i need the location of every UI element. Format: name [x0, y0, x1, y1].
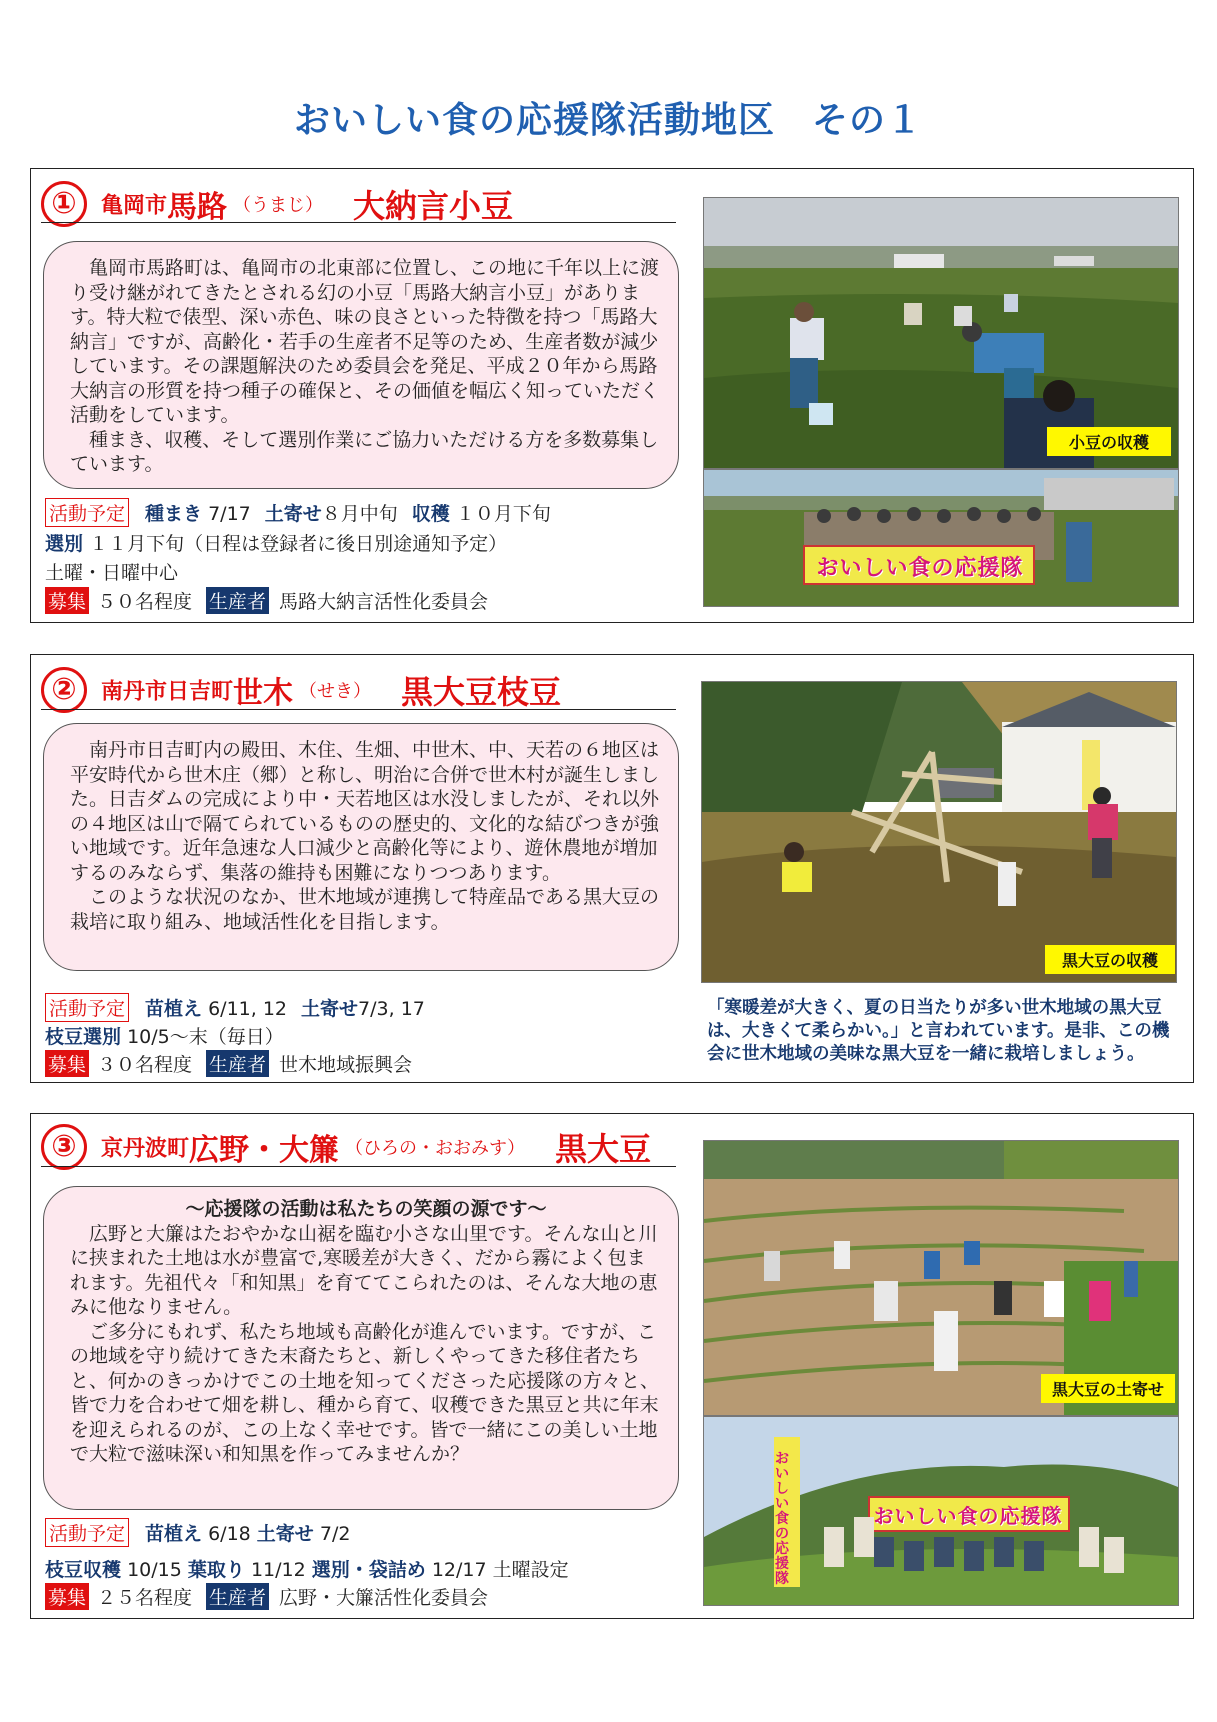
banner-text: おいしい食の応援隊 — [816, 556, 1024, 581]
crop-name: 黒大豆 — [555, 1130, 652, 1168]
schedule-keyword: 葉取り — [187, 1559, 245, 1581]
section-hirono-omisu — [30, 1113, 1194, 1619]
schedule-keyword: 収穫 — [411, 503, 450, 525]
recruit-tag: 募集 — [45, 1050, 89, 1077]
banner-text: おいしい食の応援隊 — [873, 1504, 1063, 1528]
schedule-line — [45, 993, 425, 1022]
city-name: 京丹波町 — [101, 1136, 190, 1162]
description-paragraph: 亀岡市馬路町は、亀岡市の北東部に位置し、この地に千年以上に渡り受け継がれてきたとされる幻の小豆「馬路大納言小豆」があります。特大粒で俵型、深い赤色、味の良さといった特徴を持つ「馬路大納言」ですが、高齢化・若手の生産者不足等のため、生産者数が減少しています。その課題解決のため委員会を発足、平成２０年から馬路大納言の形質を持つ種子の確保と、その価値を幅広く知っていただく活動をしています。 — [70, 257, 660, 426]
producer-tag: 生産者 — [206, 587, 269, 614]
place-reading: （うまじ） — [233, 195, 324, 216]
producer-value: 馬路大納言活性化委員会 — [279, 591, 489, 613]
schedule-date: 7/17 — [208, 503, 251, 525]
description-box — [43, 241, 679, 489]
city-name: 亀岡市 — [101, 193, 168, 219]
heading-underline — [41, 222, 676, 223]
schedule-keyword: 土寄せ — [301, 998, 359, 1020]
schedule-keyword: 選別 — [45, 533, 84, 555]
schedule-keyword: 種まき — [145, 503, 203, 525]
producer-tag: 生産者 — [206, 1583, 269, 1610]
schedule-keyword: 苗植え — [145, 1523, 203, 1545]
description-paragraph: 南丹市日吉町内の殿田、木住、生畑、中世木、中、天若の６地区は平安時代から世木庄（郷）と称し、明治に合併で世木村が誕生しました。日吉ダムの完成により中・天若地区は水没しましたが、それ以外の４地区は山で隔てられているものの歴史的、文化的な結びつきが強い地域です。近年急速な人口減少と高齢化等により、遊休農地が増加するのみならず、集落の維持も困難になりつつあります。 — [70, 739, 660, 884]
schedule-date: 10/15 — [127, 1559, 182, 1581]
section-umaji — [30, 168, 1194, 623]
heading-underline — [41, 1166, 676, 1167]
schedule-line — [45, 558, 178, 585]
section-number: ② — [41, 667, 87, 713]
schedule-keyword: 枝豆選別 — [45, 1026, 122, 1048]
schedule-date: ８月中旬 — [321, 503, 398, 525]
recruit-tag: 募集 — [45, 587, 89, 614]
schedule-tag: 活動予定 — [45, 993, 129, 1022]
recruit-line — [45, 587, 488, 614]
schedule-note: 土曜設定 — [492, 1559, 569, 1581]
crop-name: 黒大豆枝豆 — [401, 673, 562, 711]
city-name: 南丹市日吉町 — [101, 679, 234, 705]
recruit-value: ２５名程度 — [97, 1587, 193, 1609]
photo-caption: 小豆の収穫 — [1047, 427, 1171, 456]
photo-caption: 黒大豆の土寄せ — [1041, 1374, 1175, 1403]
schedule-line — [45, 498, 551, 527]
producer-tag: 生産者 — [206, 1050, 269, 1077]
schedule-note: 土曜・日曜中心 — [45, 562, 179, 584]
schedule-date: 10/5～末（毎日） — [127, 1026, 284, 1048]
description-subtitle: ～応援隊の活動は私たちの笑顔の源です～ — [185, 1198, 547, 1220]
recruit-line — [45, 1583, 488, 1610]
section-number: ① — [41, 181, 87, 227]
section-heading — [41, 667, 561, 713]
place-name: 広野・大簾 — [189, 1133, 340, 1168]
producer-value: 広野・大簾活性化委員会 — [279, 1587, 489, 1609]
page-title: おいしい食の応援隊活動地区 その１ — [293, 100, 923, 141]
schedule-keyword: 選別・袋詰め — [311, 1559, 426, 1581]
section-heading — [41, 1124, 651, 1170]
schedule-date: 6/11, 12 — [208, 998, 288, 1020]
description-paragraph: 広野と大簾はたおやかな山裾を臨む小さな山里です。そんな山と川に挟まれた土地は水が豊富で,寒暖差が大きく、だから霧によく包まれます。先祖代々「和知黒」を育ててこられたのは、そんな大地の恵みに他なりません。 — [70, 1222, 658, 1318]
description-box — [43, 723, 679, 971]
recruit-line — [45, 1050, 412, 1077]
producer-value: 世木地域振興会 — [279, 1054, 413, 1076]
crop-name: 大納言小豆 — [353, 187, 514, 225]
flag-text: おいしい食の応援隊 — [775, 1451, 789, 1587]
place-reading: （ひろの・おおみす） — [345, 1138, 526, 1159]
schedule-date: 12/17 — [431, 1559, 487, 1581]
schedule-date: 7/2 — [319, 1523, 351, 1545]
description-paragraph: このような状況のなか、世木地域が連携して特産品である黒大豆の栽培に取り組み、地域活性化を目指します。 — [70, 886, 660, 933]
section-heading — [41, 181, 513, 227]
schedule-line — [45, 1022, 284, 1049]
description-paragraph: ご多分にもれず、私たち地域も高齢化が進んでいます。ですが、この地域を守り続けてきた末裔たちと、新しくやってきた移住者たちと、何かのきっかけでこの土地を知ってくださった応援隊の方々と、皆で力を合わせて畑を耕し、種から育て、収穫できた黒豆と共に年末を迎えられるのが、この上なく幸せです。皆で一緒にこの美しい土地で大粒で滋味深い和知黒を作ってみませんか？ — [70, 1320, 660, 1465]
place-reading: （せき） — [299, 681, 372, 702]
section-seki — [30, 654, 1194, 1083]
schedule-line — [45, 1555, 569, 1582]
schedule-tag: 活動予定 — [45, 498, 129, 527]
schedule-line — [45, 1518, 350, 1547]
schedule-keyword: 苗植え — [145, 998, 203, 1020]
schedule-date: 7/3, 17 — [358, 998, 425, 1020]
photo-kuromame-harvest — [701, 681, 1177, 983]
section-number: ③ — [41, 1124, 87, 1170]
schedule-keyword: 枝豆収穫 — [45, 1559, 122, 1581]
place-name: 馬路 — [167, 190, 228, 225]
schedule-keyword: 土寄せ — [264, 503, 322, 525]
schedule-tag: 活動予定 — [45, 1518, 129, 1547]
recruit-value: ５０名程度 — [97, 591, 193, 613]
photo-azuki-group — [703, 469, 1179, 607]
schedule-date: １１月下旬（日程は登録者に後日別途通知予定） — [89, 533, 508, 555]
seki-note: 「寒暖差が大きく、夏の日当たりが多い世木地域の黒大豆は、大きくて柔らかい。」と言われています。是非、この機会に世木地域の美味な黒大豆を一緒に栽培しましょう。 — [707, 998, 1170, 1064]
schedule-date: 6/18 — [208, 1523, 251, 1545]
description-paragraph: 種まき、収穫、そして選別作業にご協力いただける方を多数募集しています。 — [70, 428, 659, 475]
schedule-date: 11/12 — [250, 1559, 306, 1581]
recruit-tag: 募集 — [45, 1583, 89, 1610]
description-box — [43, 1186, 679, 1510]
heading-underline — [41, 709, 676, 710]
place-name: 世木 — [233, 676, 294, 711]
schedule-line — [45, 529, 507, 556]
schedule-date: １０月下旬 — [455, 503, 551, 525]
schedule-keyword: 土寄せ — [256, 1523, 314, 1545]
photo-caption: 黒大豆の収穫 — [1045, 945, 1175, 974]
recruit-value: ３０名程度 — [97, 1054, 193, 1076]
